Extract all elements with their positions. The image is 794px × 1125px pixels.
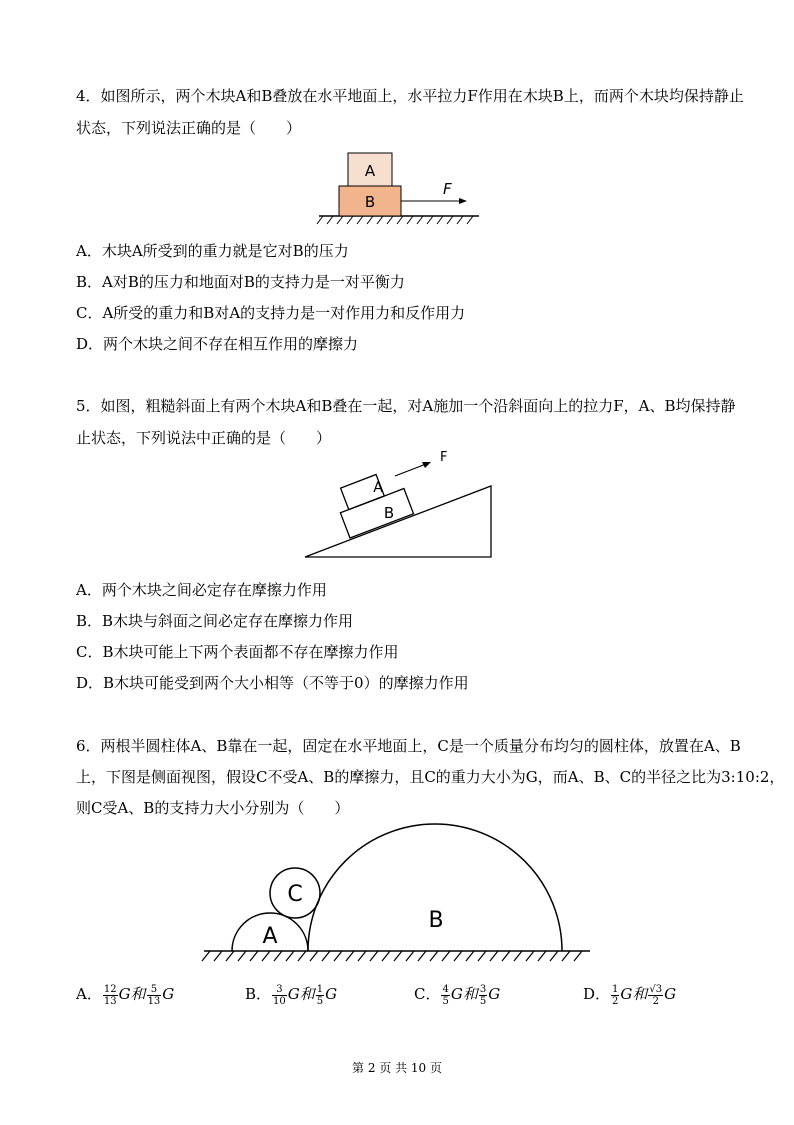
q6-stem-line1: 6．两根半圆柱体A、B靠在一起，固定在水平地面上，C是一个质量分布均匀的圆柱体，放置在A、B <box>76 737 741 755</box>
q6-option-b-letter: B． <box>245 985 272 1003</box>
q5-option-a: A．两个木块之间必定存在摩擦力作用 <box>76 581 327 599</box>
q6-option-d-frac1: $\frac{1}{2}$ <box>612 983 619 1007</box>
q6-label-a: A <box>262 924 278 949</box>
q5-option-c: C．B木块可能上下两个表面都不存在摩擦力作用 <box>76 643 399 661</box>
q6-option-a-frac1: $\frac{12}{13}$ <box>103 983 117 1007</box>
q6-option-b: B． $\frac{3}{10}$ G和 $\frac{1}{5}$ G <box>245 983 338 1007</box>
q5-incline <box>305 486 491 557</box>
q6-label-b: B <box>428 908 444 933</box>
q4-label-b: B <box>364 193 376 211</box>
q4-figure <box>315 148 485 226</box>
q6-option-b-frac1: $\frac{3}{10}$ <box>273 983 286 1007</box>
q6-option-d-frac2: $\frac{√3}{2}$ <box>649 983 663 1007</box>
q4-option-a: A．木块A所受到的重力就是它对B的压力 <box>76 242 349 260</box>
q5-option-d: D．B木块可能受到两个大小相等（不等于0）的摩擦力作用 <box>76 674 469 692</box>
q6-option-c-letter: C． <box>414 985 441 1003</box>
q6-stem-line2: 上，下图是侧面视图，假设C不受A、B的摩擦力，且C的重力大小为G，而A、B、C的半径之比为3:10:2， <box>76 768 785 786</box>
q6-option-a-letter: A． <box>76 985 102 1003</box>
q4-option-b: B．A对B的压力和地面对B的支持力是一对平衡力 <box>76 273 405 291</box>
q5-option-b: B．B木块与斜面之间必定存在摩擦力作用 <box>76 612 354 630</box>
q5-stem-line2: 止状态，下列说法中正确的是（ ） <box>76 429 332 447</box>
q5-label-b: B <box>383 504 395 522</box>
q5-force-line <box>395 464 426 476</box>
q6-option-d: D． $\frac{1}{2}$ G和 $\frac{√3}{2}$ G <box>583 983 677 1007</box>
q6-option-d-letter: D． <box>583 985 611 1003</box>
q4-label-f: F <box>443 180 452 198</box>
q5-label-a: A <box>373 480 383 496</box>
q6-option-a: A． $\frac{12}{13}$ G和 $\frac{5}{13}$ G <box>76 983 175 1007</box>
q4-label-a: A <box>364 162 376 180</box>
q4-option-c: C．A所受的重力和B对A的支持力是一对作用力和反作用力 <box>76 304 466 322</box>
q4-arrow-head-icon <box>459 198 467 204</box>
q4-ground <box>317 216 479 224</box>
q4-stem-line2: 状态，下列说法正确的是（ ） <box>76 119 302 137</box>
q4-option-d: D．两个木块之间不存在相互作用的摩擦力 <box>76 335 359 353</box>
q6-figure <box>200 818 596 966</box>
q5-figure <box>300 446 500 562</box>
page-footer: 第 2 页 共 10 页 <box>352 1061 442 1075</box>
q6-option-c-frac2: $\frac{3}{5}$ <box>479 983 487 1007</box>
q6-label-c: C <box>287 882 303 907</box>
q6-option-c-frac1: $\frac{4}{5}$ <box>442 983 449 1007</box>
q6-option-a-frac2: $\frac{5}{13}$ <box>147 983 161 1007</box>
q5-stem-line1: 5．如图，粗糙斜面上有两个木块A和B叠在一起，对A施加一个沿斜面向上的拉力F，A、B均保持静 <box>76 397 736 415</box>
q4-stem-line1: 4．如图所示，两个木块A和B叠放在水平地面上，水平拉力F作用在木块B上，而两个木块均保持静止 <box>76 87 744 105</box>
q5-label-f: F <box>440 450 448 465</box>
q6-option-b-frac2: $\frac{1}{5}$ <box>316 983 324 1007</box>
q6-option-c: C． $\frac{4}{5}$ G和 $\frac{3}{5}$ G <box>414 983 501 1007</box>
q6-ground <box>202 951 590 961</box>
q6-stem-line3: 则C受A、B的支持力大小分别为（ ） <box>76 799 350 817</box>
